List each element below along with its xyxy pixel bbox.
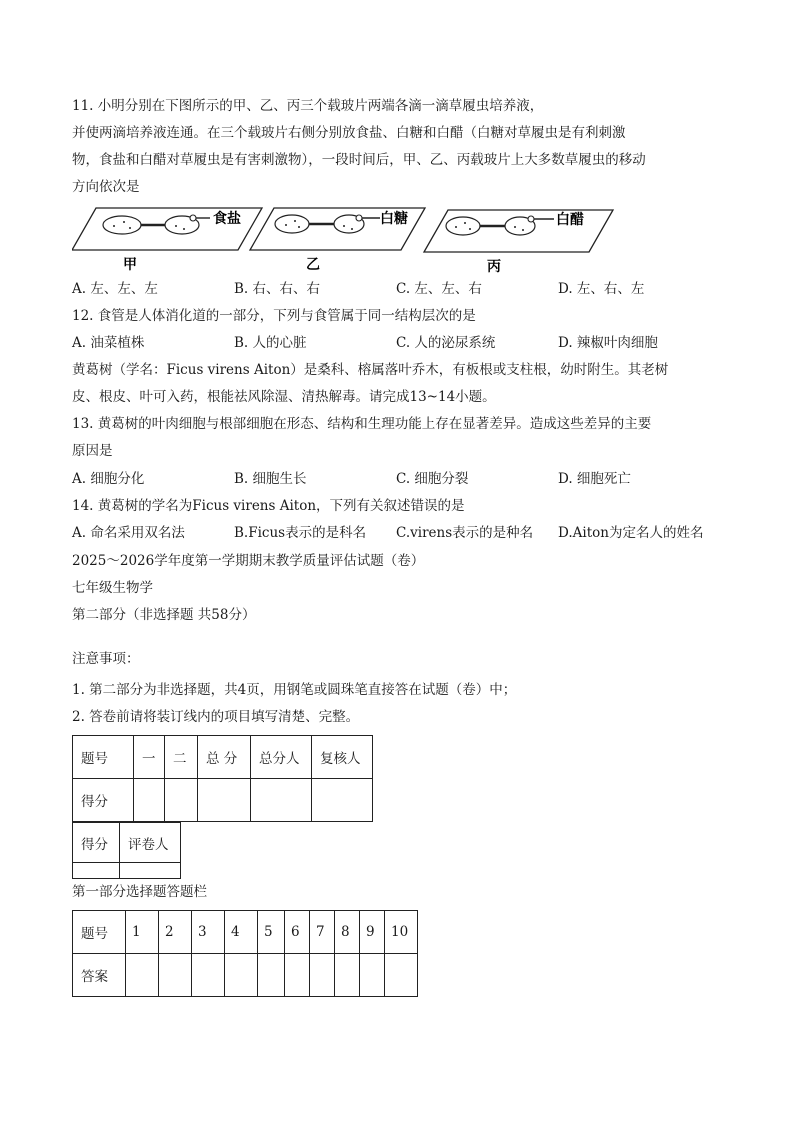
- answer-cell-9[interactable]: [360, 954, 385, 997]
- q11-stem-line-2: 并使两滴培养液连通。在三个载玻片右侧分别放食盐、白糖和白醋（白糖对草履虫是有利刺激: [72, 125, 626, 141]
- q13-option-b[interactable]: B. 细胞生长: [234, 471, 307, 487]
- answer-sheet-title: 第一部分选择题答题栏: [72, 884, 207, 900]
- q13-option-a[interactable]: A. 细胞分化: [72, 471, 145, 487]
- score-cell-part2[interactable]: [165, 779, 198, 822]
- answer-num-7: 7: [310, 911, 335, 954]
- answer-num-9: 9: [360, 911, 385, 954]
- answer-num-3: 3: [192, 911, 225, 954]
- answer-cell-1[interactable]: [126, 954, 159, 997]
- answer-cell-8[interactable]: [335, 954, 360, 997]
- slide-yi-label: 白糖: [380, 211, 408, 227]
- q11-stem-line-3: 物，食盐和白醋对草履虫是有害刺激物），一段时间后，甲、乙、丙载玻片上大多数草履虫的移动: [72, 152, 646, 168]
- passage-line-2: 皮、根皮、叶可入药，根能祛风除湿、清热解毒。请完成13~14小题。: [72, 389, 496, 405]
- answer-cell-5[interactable]: [258, 954, 285, 997]
- score-cell-reviewer[interactable]: [312, 779, 373, 822]
- answer-sheet-table: [72, 910, 418, 997]
- q13-option-d[interactable]: D. 细胞死亡: [558, 471, 631, 487]
- score-header-total: 总 分: [198, 736, 251, 779]
- q14-stem: 14. 黄葛树的学名为Ficus virens Aiton，下列有关叙述错误的是: [72, 498, 465, 514]
- slide-bing-name: 丙: [487, 259, 501, 275]
- q12-option-a[interactable]: A. 油菜植株: [72, 335, 145, 351]
- q14-option-b[interactable]: B.Ficus表示的是科名: [234, 525, 367, 541]
- note-2: 2. 答卷前请将装订线内的项目填写清楚、完整。: [72, 709, 360, 725]
- score-header-qnum: 题号: [73, 736, 134, 779]
- q14-option-a[interactable]: A. 命名采用双名法: [72, 525, 185, 541]
- score-header-part1: 一: [134, 736, 165, 779]
- exam-title: 2025～2026学年度第一学期期末教学质量评估试题（卷）: [72, 553, 425, 569]
- q12-option-d[interactable]: D. 辣椒叶肉细胞: [558, 335, 658, 351]
- answer-num-1: 1: [126, 911, 159, 954]
- answer-num-4: 4: [225, 911, 258, 954]
- answer-row-label: 答案: [73, 954, 126, 997]
- grader-header-score: 得分: [73, 823, 120, 863]
- slide-bing: [424, 210, 613, 275]
- answer-num-6: 6: [285, 911, 310, 954]
- answer-num-5: 5: [258, 911, 285, 954]
- answer-cell-3[interactable]: [192, 954, 225, 997]
- q13-option-c[interactable]: C. 细胞分裂: [396, 471, 469, 487]
- passage-line-1: 黄葛树（学名：Ficus virens Aiton）是桑科、榕属落叶乔木，有板根或支柱根，幼时附生。其老树: [72, 362, 669, 378]
- answer-cell-6[interactable]: [285, 954, 310, 997]
- answer-header-label: 题号: [73, 911, 126, 954]
- score-table: [72, 735, 373, 822]
- q11-option-a[interactable]: A. 左、左、左: [72, 281, 158, 297]
- score-cell-total[interactable]: [198, 779, 251, 822]
- score-cell-part1[interactable]: [134, 779, 165, 822]
- slide-yi: [250, 208, 425, 273]
- q13-stem-line-1: 13. 黄葛树的叶肉细胞与根部细胞在形态、结构和生理功能上存在显著差异。造成这些差异的主要: [72, 416, 652, 432]
- grader-table: [72, 822, 181, 879]
- answer-num-10: 10: [385, 911, 418, 954]
- slide-jia-name: 甲: [123, 257, 137, 273]
- answer-cell-7[interactable]: [310, 954, 335, 997]
- answer-cell-10[interactable]: [385, 954, 418, 997]
- q11-option-b[interactable]: B. 右、右、右: [234, 281, 321, 297]
- notes-title: 注意事项：: [72, 651, 140, 667]
- slide-bing-label: 白醋: [556, 212, 584, 228]
- q11-option-d[interactable]: D. 左、右、左: [558, 281, 645, 297]
- slides-diagram: [72, 200, 632, 276]
- q11-stem-line-1: 11. 小明分别在下图所示的甲、乙、丙三个载玻片两端各滴一滴草履虫培养液，: [72, 98, 544, 114]
- answer-cell-4[interactable]: [225, 954, 258, 997]
- score-header-part2: 二: [165, 736, 198, 779]
- q14-option-c[interactable]: C.virens表示的是种名: [396, 525, 534, 541]
- score-cell-tallier[interactable]: [251, 779, 312, 822]
- answer-num-8: 8: [335, 911, 360, 954]
- q13-stem-line-2: 原因是: [72, 443, 113, 459]
- q12-option-b[interactable]: B. 人的心脏: [234, 335, 307, 351]
- grader-header-grader: 评卷人: [120, 823, 181, 863]
- q12-stem: 12. 食管是人体消化道的一部分，下列与食管属于同一结构层次的是: [72, 308, 476, 324]
- grader-cell-grader[interactable]: [120, 863, 181, 879]
- slide-yi-name: 乙: [306, 257, 320, 273]
- answer-cell-2[interactable]: [159, 954, 192, 997]
- grader-cell-score[interactable]: [73, 863, 120, 879]
- q12-option-c[interactable]: C. 人的泌尿系统: [396, 335, 496, 351]
- q11-option-c[interactable]: C. 左、左、右: [396, 281, 482, 297]
- answer-num-2: 2: [159, 911, 192, 954]
- score-row-label: 得分: [73, 779, 134, 822]
- score-header-tallier: 总分人: [251, 736, 312, 779]
- score-header-reviewer: 复核人: [312, 736, 373, 779]
- grade-subject: 七年级生物学: [72, 580, 153, 596]
- slide-jia-label: 食盐: [213, 211, 241, 227]
- section-title: 第二部分（非选择题 共58分）: [72, 607, 256, 623]
- note-1: 1. 第二部分为非选择题，共4页，用钢笔或圆珠笔直接答在试题（卷）中；: [72, 682, 517, 698]
- q11-stem-line-4: 方向依次是: [72, 179, 140, 195]
- q14-option-d[interactable]: D.Aiton为定名人的姓名: [558, 525, 704, 541]
- slide-jia: [72, 208, 262, 273]
